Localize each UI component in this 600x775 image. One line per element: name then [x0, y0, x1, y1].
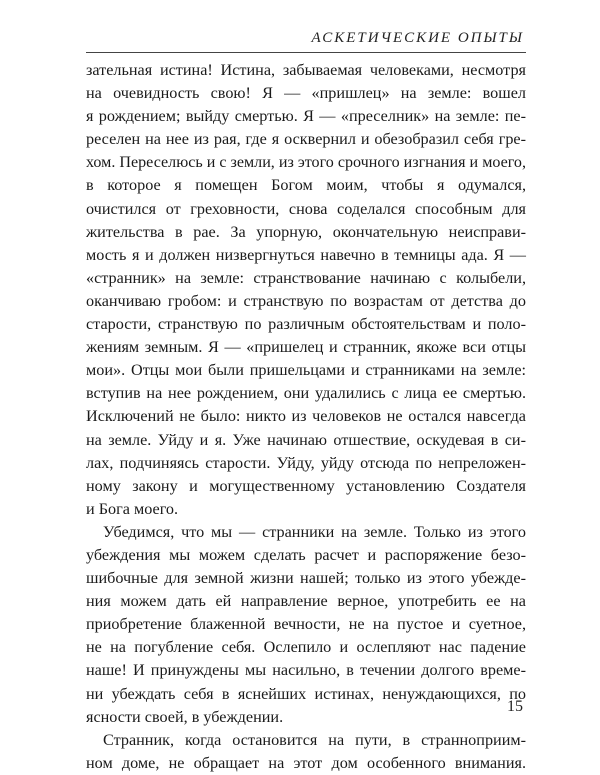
text-line: зательная истина! Истина, забываемая человеками, несмотря	[86, 61, 526, 79]
text-line: ясности своей, в убеждении.	[86, 707, 284, 726]
text-line: реселен на нее из рая, где я осквернил и обезобразил себя гре-	[86, 130, 526, 149]
text-line: лах, подчиняясь старости. Уйду, уйду отсюда по непреложен-	[86, 453, 526, 472]
text-line: ном доме, не обращает на этот дом особенного внимания.	[86, 753, 526, 772]
paragraph-1	[86, 59, 526, 521]
paragraph-2	[86, 521, 526, 729]
header-rule	[86, 52, 526, 53]
text-line: хом. Переселюсь и с земли, из этого срочного изгнания и моего,	[86, 154, 526, 172]
page-number: 15	[507, 698, 523, 715]
text-line: ния можем дать ей направление верное, употребить ее на	[86, 592, 526, 611]
text-line: Убедимся, что мы — странники на земле. Только из этого	[103, 522, 526, 541]
text-line: оканчиваю гробом: и странствую по возрастам от детства до	[86, 291, 526, 310]
text-line: ному закону и могущественному установлению Создателя	[86, 476, 526, 495]
text-line: мость я и должен низвергнуться навечно в темницы ада. Я —	[86, 245, 526, 264]
text-line: «странник» на земле: странствование начинаю с колыбели,	[86, 268, 526, 287]
body-text	[86, 59, 526, 775]
text-line: на земле. Уйду и я. Уже начинаю отшествие, оскудевая в си-	[86, 430, 526, 449]
text-line: жениям земным. Я — «пришелец и странник, якоже вси отцы	[86, 338, 526, 357]
text-line: не на погубление себя. Ослепило и ослепляют нас падение	[86, 638, 526, 657]
text-line: ни убеждать себя в яснейших истинах, ненуждающихся, по	[86, 684, 526, 703]
text-line: Странник, когда остановится на пути, в странноприим-	[103, 730, 526, 749]
paragraph-3	[86, 729, 526, 775]
text-line: убеждения мы можем сделать расчет и распоряжение безо-	[86, 545, 526, 564]
text-line: на очевидность свою! Я — «пришлец» на земле: вошел	[86, 84, 526, 103]
running-header: АСКЕТИЧЕСКИЕ ОПЫТЫ	[311, 30, 524, 46]
text-line: и Бога моего.	[86, 499, 179, 518]
text-line: вступив на нее рождением, они удалились с лица ее смертью.	[86, 384, 526, 403]
text-line: Исключений не было: никто из человеков не остался навсегда	[86, 407, 526, 426]
text-line: приобретение блаженной вечности, не на пустое и суетное,	[86, 615, 526, 634]
text-line: в которое я помещен Богом моим, чтобы я одумался,	[86, 176, 526, 195]
text-line: жительства в рае. За упорную, окончательную неисправи-	[86, 222, 526, 241]
text-line: очистился от греховности, снова соделался способным для	[86, 199, 526, 218]
text-line: наше! И принуждены мы насильно, в течении долгого време-	[86, 661, 526, 680]
text-line: старости, странствую по различным обстоятельствам и поло-	[86, 315, 526, 334]
text-line: мои». Отцы мои были пришельцами и странниками на земле:	[86, 361, 526, 380]
text-line: шибочные для земной жизни нашей; только из этого убежде-	[86, 569, 526, 588]
text-line: я рождением; выйду смертью. Я — «преселник» на земле: пе-	[86, 107, 526, 126]
